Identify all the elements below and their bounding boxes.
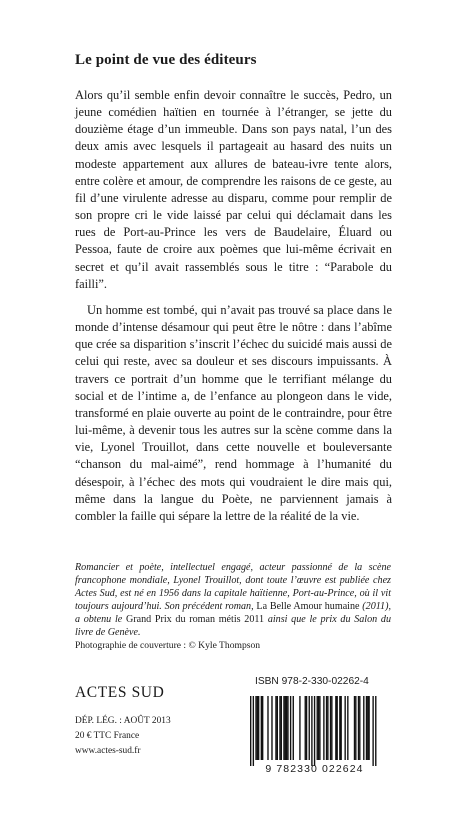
barcode-bars	[250, 696, 379, 768]
barcode-bar	[250, 696, 251, 766]
barcode-bar	[311, 696, 312, 766]
barcode-bar	[317, 696, 318, 760]
barcode-bar	[290, 696, 291, 760]
bio-book-title: La Belle Amour humaine	[256, 601, 360, 613]
barcode-bar	[339, 696, 340, 760]
barcode-bar	[330, 696, 331, 760]
barcode-bar	[358, 696, 359, 760]
barcode-bar	[340, 696, 341, 760]
barcode-bar	[277, 696, 278, 760]
barcode-bar	[283, 696, 284, 760]
synopsis-paragraph-2: Un homme est tombé, qui n’avait pas trouvé sa place dans le monde d’intense désamour qui peut être le nôtre : dans l’abîme que crée sa disparition s’inscrit l’échec du suicidé mais aussi de celui qui reste, avec sa douleur et ses discours impuissants. À travers ce portrait d’un homme que le terrifiant mélange du social et de l’intime a, de l’enfance au plongeon dans le vide, transformé en plaie ouverte au point de le contraindre, pour être lui-même, à devenir tous les autres sur la scène comme dans la vie, Lyonel Trouillot, dans cette nouvelle et bouleversante “chanson du mal-aimé”, rend hommage à l’humanité du désespoir, à l’échec des mots qui voudraient le dire mais qui, même dans la langue du Poète, ne parviennent jamais à combler la faille qui sépare la lettre de la réalité de la vie.	[75, 303, 392, 523]
barcode-bar	[271, 696, 272, 760]
barcode-bar	[261, 696, 262, 760]
barcode-bar	[299, 696, 300, 760]
barcode-bar	[275, 696, 276, 760]
barcode-bar	[375, 696, 376, 766]
barcode-bar	[305, 696, 306, 760]
barcode-bar	[368, 696, 369, 760]
barcode-bar	[293, 696, 294, 760]
barcode-bar	[279, 696, 280, 760]
barcode-bar	[267, 696, 268, 760]
page-heading: Le point de vue des éditeurs	[75, 52, 257, 68]
bio-text-1: Romancier et poète, intellectuel engagé, acteur passionné de la scène francophone mondiale, Lyonel Trouillot, dont toute l’œuvre est publiée chez Actes Sud, est né en 1956 dans la capitale haïtienne, Port-au-Prince, où il vit toujours aujourd’hui. Son précédent roman,	[75, 562, 391, 613]
barcode-bar	[355, 696, 356, 760]
barcode-bar	[255, 696, 256, 760]
barcode-bar	[286, 696, 287, 760]
price: 20 € TTC France	[75, 731, 140, 741]
author-bio	[75, 561, 391, 640]
bio-text-3: ainsi que le prix du Salon du livre de Genève.	[75, 614, 392, 639]
barcode-bar	[319, 696, 320, 760]
bio-text-2: (2011), a obtenu le	[75, 601, 391, 626]
bio-prize-name: Grand Prix du roman métis 2011	[125, 614, 265, 626]
synopsis-paragraph-1: Alors qu’il semble enfin devoir connaître le succès, Pedro, un jeune comédien haïtien en tournée à l’étranger, se jette du douzième étage d’un immeuble. Dans son pays natal, l’un des deux amis avec lesquels il partageait au hasard des nuits un modeste appartement aux allures de bateau-ivre tente alors, entre colère et amour, de comprendre les raisons de ce geste, au fil d’une virulente adresse au disparu, comme pour remplir de son propre cri le vide laissé par celui qui déclamait dans les rues de Port-au-Prince les vers de Baudelaire, Éluard ou Pessoa, faute de croire aux poèmes que lui-même écrivait en secret et qu’il avait rassemblés sous le titre : “Parabole du failli”.	[75, 88, 392, 291]
barcode-bar	[354, 696, 355, 760]
barcode-bar	[285, 696, 286, 760]
isbn-label: ISBN 978-2-330-02262-4	[255, 676, 369, 687]
legal-deposit: DÉP. LÉG. : AOÛT 2013	[75, 716, 171, 726]
barcode-bar	[335, 696, 336, 760]
barcode-bar	[323, 696, 324, 760]
barcode-bar	[367, 696, 368, 760]
barcode-bar	[253, 696, 254, 766]
barcode-bar	[366, 696, 367, 760]
barcode-digits: 9 782330 022624	[265, 763, 364, 775]
barcode-bar	[314, 696, 315, 766]
barcode-bar	[359, 696, 360, 760]
barcode-bar	[326, 696, 327, 760]
publisher-website: www.actes-sud.fr	[75, 746, 141, 756]
barcode-bar	[318, 696, 319, 760]
barcode-bar	[372, 696, 373, 766]
publisher-name: ACTES SUD	[75, 684, 165, 701]
barcode-bar	[281, 696, 282, 760]
barcode-bar	[287, 696, 288, 760]
barcode-bar	[327, 696, 328, 760]
barcode-bar	[344, 696, 345, 760]
barcode-bar	[262, 696, 263, 760]
barcode-bar	[337, 696, 338, 760]
barcode-bar	[331, 696, 332, 760]
barcode	[238, 694, 391, 789]
photo-credit: Photographie de couverture : © Kyle Thompson	[75, 640, 261, 651]
barcode-bar	[309, 696, 310, 760]
barcode-bar	[257, 696, 258, 760]
barcode-bar	[363, 696, 364, 760]
barcode-bar	[306, 696, 307, 760]
barcode-bar	[347, 696, 348, 760]
barcode-bar	[258, 696, 259, 760]
